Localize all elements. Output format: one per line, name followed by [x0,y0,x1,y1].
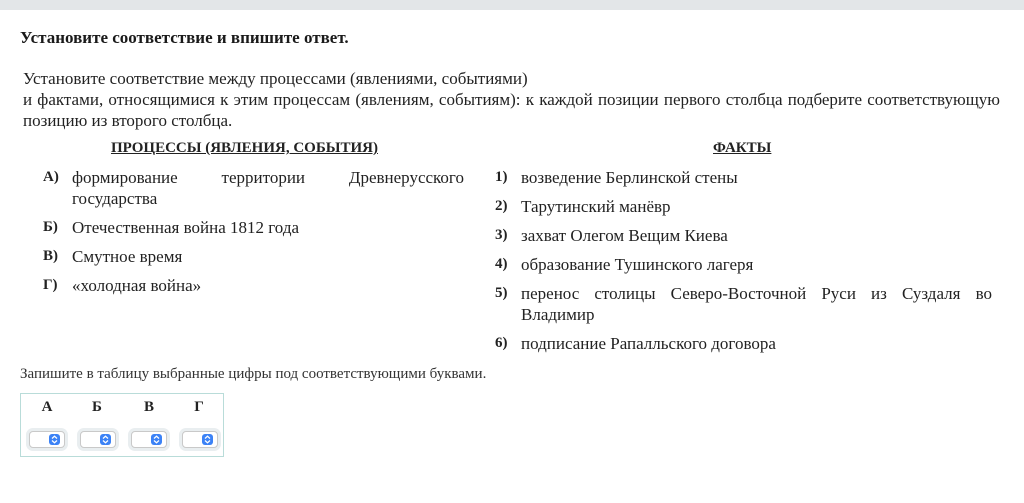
instruction-line-1: Установите соответствие между процессами (явлениями, событиями) [23,69,528,88]
answer-letter-g: Г [194,399,204,415]
answer-select-v[interactable] [131,431,167,448]
item-text: формирование территории Древнерусского государства [72,168,464,208]
answer-table [20,393,224,457]
item-number: 6) [495,335,508,351]
process-item-v [43,246,464,267]
answer-select-g[interactable] [182,431,218,448]
item-text: перенос столицы Северо-Восточной Руси из Суздаля во Владимир [521,284,992,324]
item-letter: В) [43,248,58,264]
fact-item-6 [495,333,992,354]
item-number: 2) [495,198,508,214]
answer-select-b[interactable] [80,431,116,448]
item-text: образование Тушинского лагеря [521,255,754,274]
item-text: возведение Берлинской стены [521,168,738,187]
answer-select-a[interactable] [29,431,65,448]
item-text: захват Олегом Вещим Киева [521,226,728,245]
item-number: 3) [495,227,508,243]
select-arrows-icon [100,434,111,445]
item-number: 1) [495,169,508,185]
answer-letters-row [21,399,225,417]
fact-item-2 [495,196,992,217]
top-bar [0,0,1024,10]
answer-letter-b: Б [92,399,102,415]
instruction-line-2: и фактами, относящимися к этим процессам (явлениям, событиям): к каждой позиции первого столбца подберите соответствующую позицию из второго столбца. [23,90,1000,130]
fact-item-1 [495,167,992,188]
item-letter: Г) [43,277,58,293]
item-text: «холодная война» [72,276,202,295]
processes-column-header: ПРОЦЕССЫ (ЯВЛЕНИЯ, СОБЫТИЯ) [111,140,378,156]
item-letter: Б) [43,219,58,235]
process-item-g [43,275,464,296]
answer-instruction: Запишите в таблицу выбранные цифры под соответствующими буквами. [20,366,487,382]
item-number: 4) [495,256,508,272]
fact-item-4 [495,254,992,275]
task-title: Установите соответствие и впишите ответ. [20,28,349,47]
item-letter: А) [43,169,59,185]
item-text: Отечественная война 1812 года [72,218,300,237]
facts-column-header: ФАКТЫ [713,140,772,156]
fact-item-5 [495,283,992,325]
item-text: подписание Рапалльского договора [521,334,776,353]
select-arrows-icon [49,434,60,445]
item-number: 5) [495,285,508,301]
answer-letter-v: В [143,399,154,415]
item-text: Смутное время [72,247,183,266]
answer-letter-a: А [41,399,53,415]
process-item-b [43,217,464,238]
task-instructions [23,68,1000,131]
select-arrows-icon [151,434,162,445]
item-text: Тарутинский манёвр [521,197,671,216]
process-item-a [43,167,464,209]
select-arrows-icon [202,434,213,445]
fact-item-3 [495,225,992,246]
